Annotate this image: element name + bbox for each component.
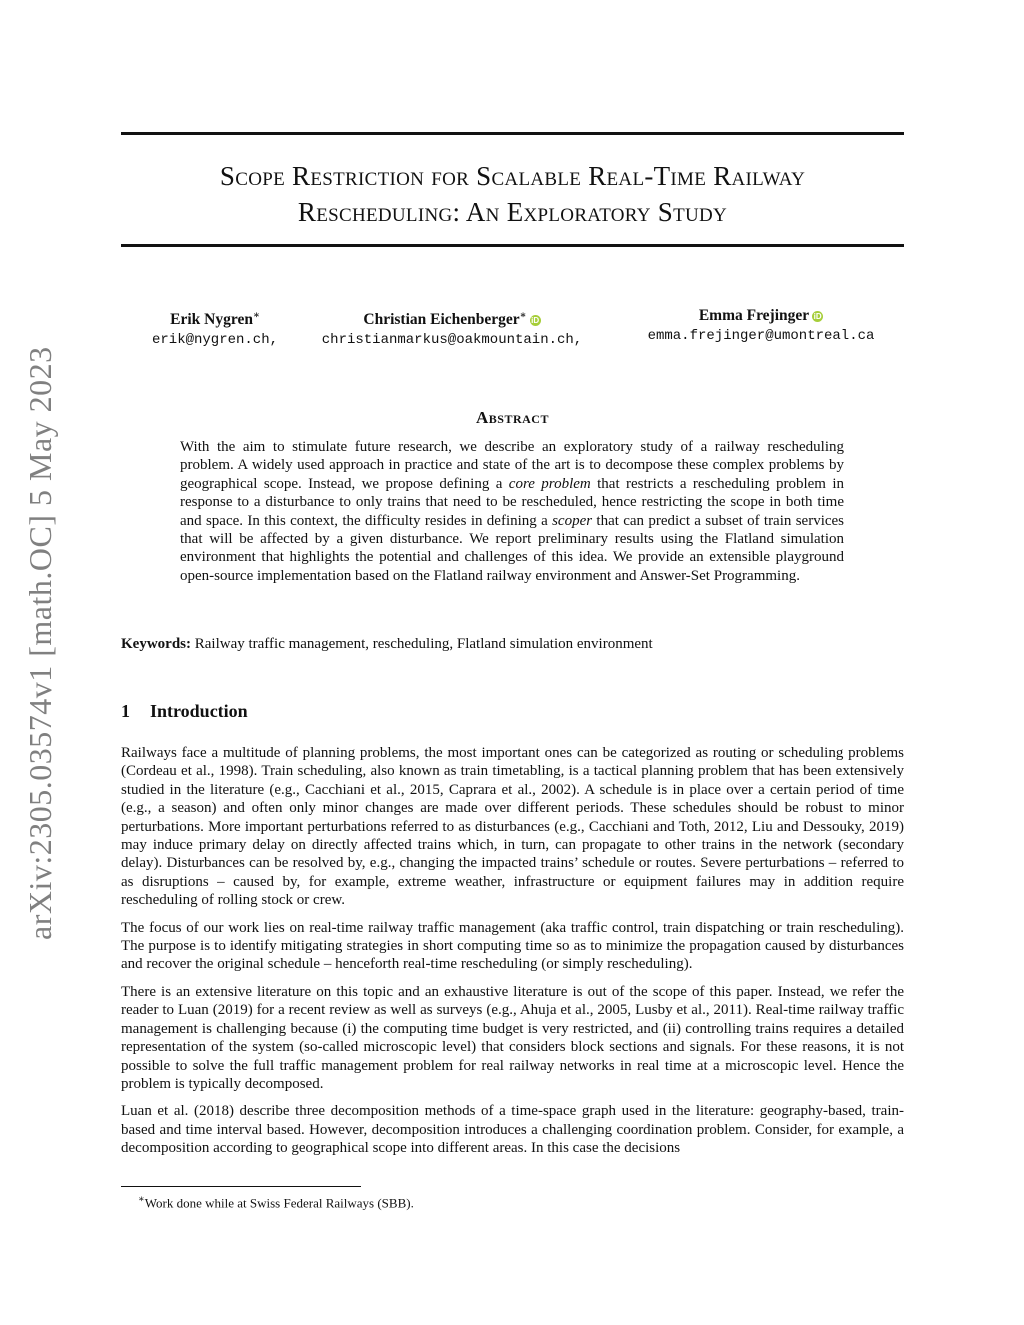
title-line-2: Rescheduling: An Exploratory Study [297,197,728,227]
affiliation-mark: ∗ [252,310,260,321]
author-email[interactable]: erik@nygren.ch, [151,332,279,349]
author-name: Emma Frejinger [698,307,810,324]
arxiv-stamp: arXiv:2305.03574v1 [math.OC] 5 May 2023 [22,346,58,940]
abstract-part: that can predict a subset of train services that will be affected by a given disturbance. We report preliminary results using the Flatland simulation environment that highlights the potential and challenges of this idea. We provide an extensible playground open-source implementation based on the Flatland railway environment and Answer-Set Programming. [180,512,845,584]
author-2 [307,306,597,350]
affiliation-mark: ∗ [519,310,527,321]
footnote-rule [121,1186,361,1187]
author-email[interactable]: christianmarkus@oakmountain.ch, [321,332,583,349]
section-number: 1 [121,701,130,721]
abstract-heading: Abstract [476,408,549,427]
paragraph: Railways face a multitude of planning problems, the most important ones can be categorized as routing or scheduling problems (Cordeau et al., 1998). Train scheduling, also known as train timetabling, is a tactical planning problem that has been extensively studied in the literature (e.g., Cacchiani et al., 2015, Caprara et al., 2002). A schedule is in place over a certain period of time (e.g., a season) and often only minor changes are made over different periods. These schedules should be robust to minor perturbations. More important perturbations referred to as disturbances (e.g., Cacchiani and Toth, 2012, Liu and Dessouky, 2019) may induce primary delay on directly affected trains which, in turn, can propagate to other trains in the network (secondary delay). Disturbances can be resolved by, e.g., changing the impacted trains’ schedule or routes. Severe perturbations – referred to as disruptions – caused by, for example, extreme weather, infrastructure or equipment failures may in addition require rescheduling of rolling stock or crew. [121,745,904,909]
section-title: Introduction [150,701,248,721]
author-name: Christian Eichenberger [363,311,520,329]
footnote [138,1192,414,1211]
keywords [121,635,904,654]
abstract-emphasis: scoper [552,512,593,529]
author-name: Erik Nygren [170,311,253,329]
section-heading [121,701,248,722]
orcid-icon[interactable]: iD [531,316,540,326]
footnote-mark: ∗ [138,1194,145,1205]
title-rule-top [121,132,904,135]
orcid-icon[interactable]: iD [813,312,822,321]
paragraph: Luan et al. (2018) describe three decomposition methods of a time-space graph used in the literature: geography-based, train-based and time interval based. However, decomposition introduces a challenging coordination problem. Consider, for example, a decomposition according to geographical scope into different areas. In this case the decisions [121,1103,904,1157]
abstract-part: that restricts a rescheduling problem in response to a disturbance to only trains that need to be rescheduled, hence restricting the scope in both time and space. In this context, the difficulty resides in defining a [180,475,845,529]
author-1 [115,306,315,350]
abstract-part: With the aim to stimulate future research, we describe an exploratory study of a railway rescheduling problem. A widely used approach in practice and state of the art is to decompose these complex problems by geographical scope. Instead, we propose defining a [180,439,844,492]
keywords-text: Railway traffic management, rescheduling, Flatland simulation environment [191,636,653,652]
author-3 [626,306,896,346]
title-rule-bottom [121,244,904,247]
paper-title [121,158,904,230]
author-email[interactable]: emma.frejinger@umontreal.ca [647,328,875,344]
paragraph: There is an extensive literature on this topic and an exhaustive literature is out of the scope of this paper. Instead, we refer the reader to Luan (2019) for a recent review as well as surveys (e.g., Ahuja et al., 2005, Lusby et al., 2011). Real-time railway traffic management is challenging because (i) the computing time budget is very restricted, and (ii) controlling trains requires a detailed representation of the system (so-called microscopic level) that considers block sections and signals. For these reasons, it is not possible to solve the full traffic management problem for real railway networks in real time at a microscopic level. Hence the problem is typically decomposed. [121,983,904,1092]
keywords-label: Keywords: [121,636,191,652]
title-line-1: Scope Restriction for Scalable Real-Time Railway [219,161,806,191]
body-text [121,744,904,1167]
abstract-emphasis: core problem [508,475,591,492]
footnote-text: Work done while at Swiss Federal Railways (SBB). [144,1195,414,1211]
abstract-text [180,438,844,585]
paragraph: The focus of our work lies on real-time railway traffic management (aka traffic control, train dispatching or train rescheduling). The purpose is to identify mitigating strategies in short computing time so as to minimize the propagation caused by disturbances and recover the original schedule – henceforth real-time rescheduling (or simply rescheduling). [121,919,904,973]
